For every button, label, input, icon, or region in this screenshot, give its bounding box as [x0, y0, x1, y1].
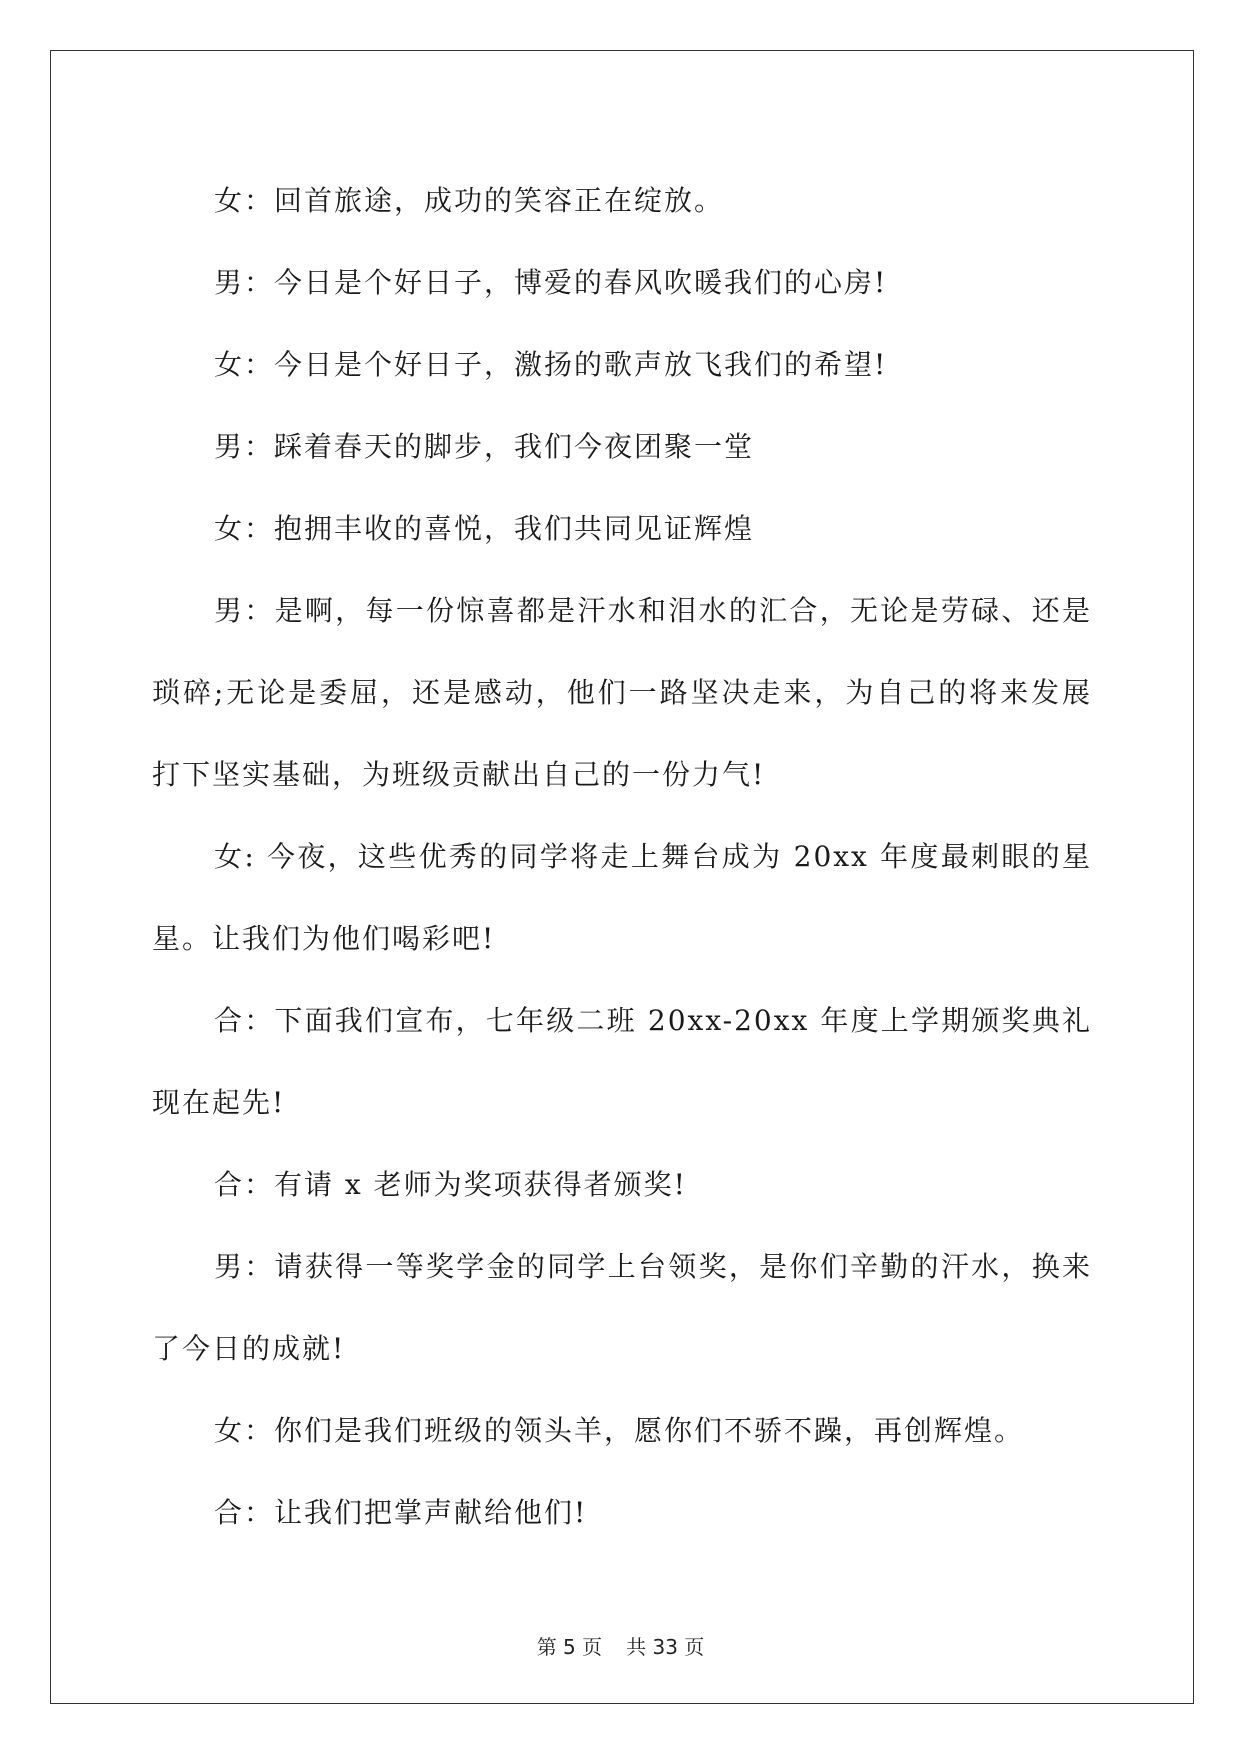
- paragraph: 女: 今夜，这些优秀的同学将走上舞台成为 20xx 年度最刺眼的星星。让我们为他们喝彩吧!: [152, 840, 1092, 955]
- document-body: [152, 160, 1092, 1554]
- paragraph: 女：今日是个好日子，激扬的歌声放飞我们的希望!: [214, 348, 888, 381]
- paragraph: 合：下面我们宣布，七年级二班 20xx-20xx 年度上学期颁奖典礼现在起先!: [152, 1004, 1092, 1119]
- paragraph: 男：踩着春天的脚步，我们今夜团聚一堂: [214, 430, 755, 463]
- paragraph: 女：回首旅途，成功的笑容正在绽放。: [214, 184, 725, 217]
- page-number: 第 5 页: [536, 1635, 603, 1659]
- paragraph: 男：今日是个好日子，博爱的春风吹暖我们的心房!: [214, 266, 888, 299]
- paragraph: 女：抱拥丰收的喜悦，我们共同见证辉煌: [214, 512, 755, 545]
- paragraph: 合：让我们把掌声献给他们!: [214, 1496, 588, 1529]
- paragraph: 男：是啊，每一份惊喜都是汗水和泪水的汇合，无论是劳碌、还是琐碎;无论是委屈，还是感动，他们一路坚决走来，为自己的将来发展打下坚实基础，为班级贡献出自己的一份力气!: [152, 594, 1092, 791]
- page-total: 共 33 页: [626, 1635, 705, 1659]
- paragraph: 合：有请 x 老师为奖项获得者颁奖!: [214, 1168, 687, 1201]
- page-footer: [0, 1631, 1241, 1660]
- paragraph: 男：请获得一等奖学金的同学上台领奖，是你们辛勤的汗水，换来了今日的成就!: [152, 1250, 1092, 1365]
- paragraph: 女：你们是我们班级的领头羊，愿你们不骄不躁，再创辉煌。: [214, 1414, 1025, 1447]
